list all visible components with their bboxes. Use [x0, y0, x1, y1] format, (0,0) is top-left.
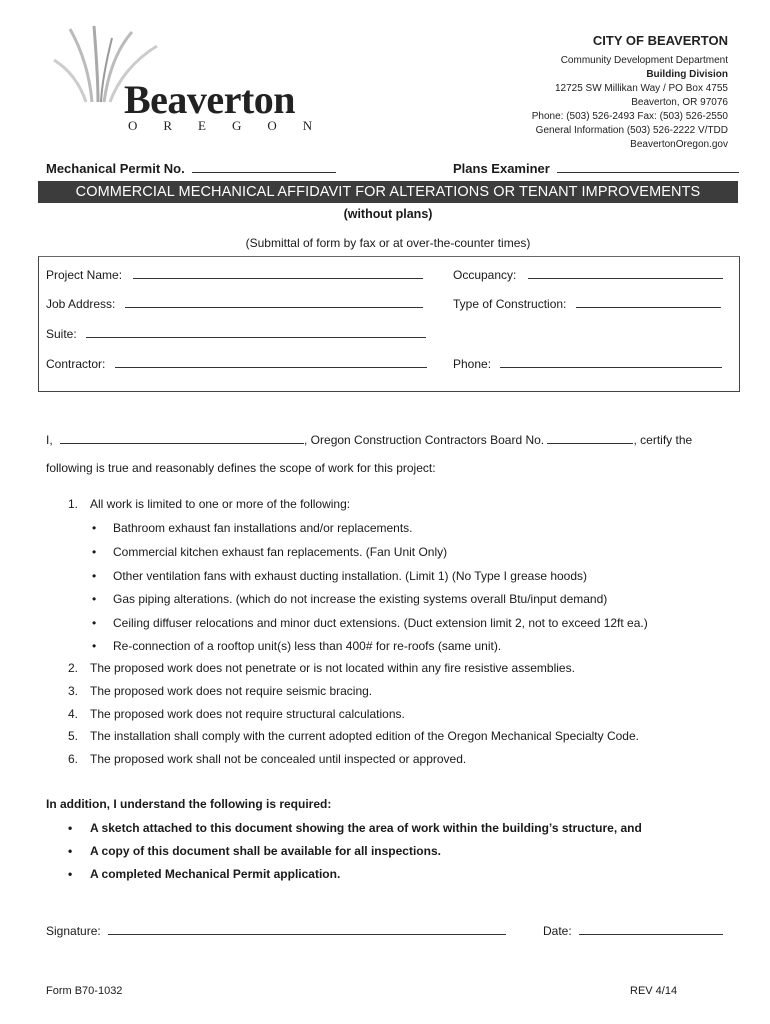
- contractor-row: [46, 354, 427, 371]
- construction-type-row: [453, 294, 721, 311]
- bullet-icon: •: [92, 592, 97, 606]
- project-name-label: Project Name:: [46, 268, 123, 282]
- project-name-row: [46, 265, 423, 282]
- form-title-banner: COMMERCIAL MECHANICAL AFFIDAVIT FOR ALTERATIONS OR TENANT IMPROVEMENTS: [38, 181, 738, 203]
- item-number: 4.: [68, 707, 79, 721]
- sub-list-item: [92, 592, 607, 606]
- item-number: 2.: [68, 661, 79, 675]
- sub-list-item: [92, 545, 447, 559]
- certify-label: , certify the: [633, 433, 693, 447]
- bullet-icon: •: [68, 821, 73, 835]
- job-address-field[interactable]: [125, 294, 423, 308]
- bullet-icon: •: [92, 569, 97, 583]
- list-item: [68, 729, 639, 743]
- construction-type-field[interactable]: [576, 294, 721, 308]
- suite-label: Suite:: [46, 327, 77, 341]
- item-number: 5.: [68, 729, 79, 743]
- sub-item-text: Bathroom exhaust fan installations and/or replacements.: [113, 521, 413, 535]
- contractor-field[interactable]: [115, 354, 427, 368]
- phone-row: [453, 354, 722, 371]
- sub-list-item: [92, 616, 648, 630]
- item-text: The proposed work does not penetrate or is not located within any fire resistive assemblies.: [90, 661, 575, 675]
- date-label: Date:: [543, 924, 572, 938]
- sub-item-text: Gas piping alterations. (which do not increase the existing systems overall Btu/input demand): [113, 592, 608, 606]
- phone-label: Phone:: [453, 357, 492, 371]
- phone-field[interactable]: [500, 354, 722, 368]
- ccb-label: , Oregon Construction Contractors Board No.: [304, 433, 545, 447]
- requirement-text: A copy of this document shall be available for all inspections.: [90, 844, 441, 858]
- bullet-icon: •: [68, 867, 73, 881]
- plans-examiner-label: Plans Examiner: [453, 161, 550, 176]
- contractor-label: Contractor:: [46, 357, 106, 371]
- item-text: The proposed work does not require structural calculations.: [90, 707, 405, 721]
- form-revision: REV 4/14: [630, 985, 678, 997]
- sub-list-item: [92, 521, 413, 535]
- signature-row: [46, 921, 506, 938]
- bullet-icon: •: [68, 844, 73, 858]
- occupancy-row: [453, 265, 723, 282]
- requirement-text: A sketch attached to this document showing the area of work within the building’s structure, and: [90, 821, 642, 835]
- sub-item-text: Other ventilation fans with exhaust ducting installation. (Limit 1) (No Type I grease hoods): [113, 569, 588, 583]
- signature-field[interactable]: [108, 921, 506, 935]
- form-number: Form B70-1032: [46, 985, 123, 997]
- project-name-field[interactable]: [133, 265, 423, 279]
- logo-state: OREGON: [128, 118, 339, 133]
- bullet-icon: •: [92, 616, 97, 630]
- construction-type-label: Type of Construction:: [453, 297, 567, 311]
- item-text: All work is limited to one or more of the following:: [90, 497, 351, 511]
- list-item: [68, 497, 350, 511]
- form-subtitle: (without plans): [343, 207, 433, 221]
- org-department: Community Development Department: [560, 55, 728, 66]
- requirements-heading: In addition, I understand the following is required:: [46, 797, 332, 811]
- permit-number-row: [46, 159, 336, 176]
- list-item: [68, 661, 575, 675]
- date-row: [543, 921, 723, 938]
- occupancy-label: Occupancy:: [453, 268, 517, 282]
- org-city: CITY OF BEAVERTON: [592, 33, 728, 48]
- certify-i-label: I,: [46, 433, 53, 447]
- list-item: [68, 752, 466, 766]
- item-number: 6.: [68, 752, 79, 766]
- bullet-icon: •: [92, 545, 97, 559]
- ccb-number-field[interactable]: [547, 430, 633, 444]
- job-address-label: Job Address:: [46, 297, 116, 311]
- sub-item-text: Re-connection of a rooftop unit(s) less than 400# for re-roofs (same unit).: [113, 639, 502, 653]
- submittal-note: (Submittal of form by fax or at over-the-counter times): [245, 236, 531, 250]
- permit-number-label: Mechanical Permit No.: [46, 161, 185, 176]
- certification-line-2: following is true and reasonably defines the scope of work for this project:: [46, 461, 436, 475]
- list-item: [68, 707, 405, 721]
- sub-item-text: Ceiling diffuser relocations and minor duct extensions. (Duct extension limit 2, not to exceed 12ft ea.): [113, 616, 648, 630]
- item-text: The proposed work does not require seismic bracing.: [90, 684, 373, 698]
- certifier-name-field[interactable]: [60, 430, 304, 444]
- bullet-icon: •: [92, 521, 97, 535]
- item-text: The proposed work shall not be concealed until inspected or approved.: [90, 752, 467, 766]
- job-address-row: [46, 294, 423, 311]
- certification-line: [46, 430, 692, 447]
- org-address: 12725 SW Millikan Way / PO Box 4755: [554, 83, 728, 94]
- requirement-item: [68, 867, 340, 881]
- requirement-item: [68, 844, 441, 858]
- org-info: [532, 32, 728, 152]
- date-field[interactable]: [579, 921, 723, 935]
- list-item: [68, 684, 372, 698]
- requirement-text: A completed Mechanical Permit application.: [90, 867, 341, 881]
- suite-field[interactable]: [86, 324, 426, 338]
- permit-number-field[interactable]: [192, 159, 336, 173]
- org-phone-fax: Phone: (503) 526-2493 Fax: (503) 526-2550: [531, 111, 728, 122]
- sub-list-item: [92, 569, 587, 583]
- plans-examiner-field[interactable]: [557, 159, 739, 173]
- sub-item-text: Commercial kitchen exhaust fan replacements. (Fan Unit Only): [113, 545, 448, 559]
- item-number: 1.: [68, 497, 79, 511]
- org-city-state: Beaverton, OR 97076: [631, 97, 728, 108]
- logo-wordmark: Beaverton: [124, 77, 296, 122]
- requirement-item: [68, 821, 642, 835]
- org-division: Building Division: [646, 69, 728, 80]
- plans-examiner-row: [453, 159, 739, 176]
- bullet-icon: •: [92, 639, 97, 653]
- org-general-info: General Information (503) 526-2222 V/TDD: [535, 125, 728, 136]
- occupancy-field[interactable]: [528, 265, 723, 279]
- org-website: BeavertonOregon.gov: [630, 139, 728, 150]
- sub-list-item: [92, 639, 501, 653]
- item-number: 3.: [68, 684, 79, 698]
- item-text: The installation shall comply with the current adopted edition of the Oregon Mechanical Specialty Code.: [90, 729, 639, 743]
- suite-row: [46, 324, 426, 341]
- signature-label: Signature:: [46, 924, 101, 938]
